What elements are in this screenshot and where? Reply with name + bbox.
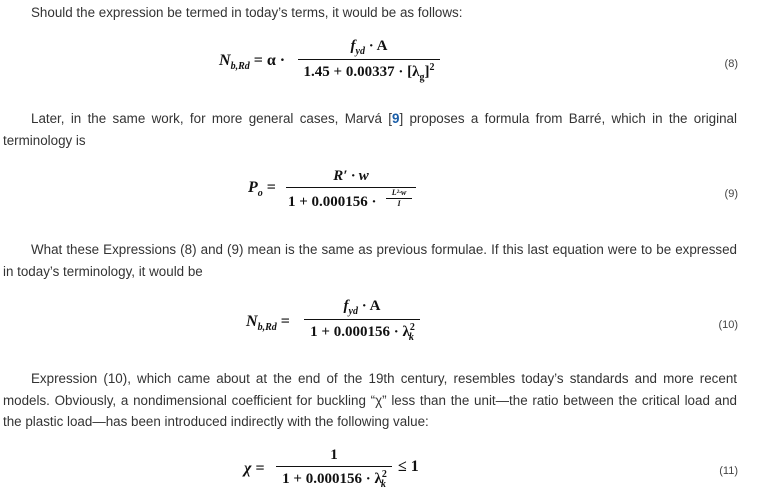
eq10-lhs: $N_{b,Rd}$ =: [246, 313, 290, 334]
eq8-fraction: $f_{yd} \cdot A$ $1.45 + 0.00337 \cdot [\lambda_g]^2$: [298, 38, 440, 83]
eq8-lhs: $N_{b,Rd} = \alpha$ ·: [219, 52, 286, 73]
equation-10: [0, 298, 760, 350]
paragraph-expressions: [3, 239, 737, 282]
paragraph-text: Should the expression be termed in today’s terms, it would be as follows:: [31, 5, 463, 20]
eq9-lhs: $P_o$ =: [248, 179, 276, 200]
eq10-fraction: $f_{yd} \cdot A$ $1 + 0.000156 \cdot \lambda^2_k$: [304, 298, 420, 343]
paragraph-text: What these Expressions (8) and (9) mean is the same as previous formulae. If this last equation were to be expressed in today’s terminology, it would be: [3, 242, 737, 279]
equation-number: (8): [724, 58, 738, 70]
eq11-rhs: ≤ 1: [398, 458, 419, 475]
eq9-fraction: R′ · w 1 + 0.000156 · L²·w I: [286, 168, 416, 216]
equation-number: (9): [724, 188, 738, 200]
paragraph-intro: [3, 2, 737, 24]
eq11-lhs: χ =: [244, 460, 265, 477]
equation-number: (11): [719, 465, 738, 477]
paragraph-text: Expression (10), which came about at the end of the 19th century, resembles today’s standards and more recent models. Obviously, a nondimensional coefficient for buckling “χ” less than the unit—the ratio between the critical load and the plastic load—has been introduced indirectly with the following value:: [3, 371, 737, 429]
equation-number: (10): [718, 319, 738, 331]
equation-8: [0, 38, 760, 88]
eq11-fraction: 1 $1 + 0.000156 \cdot \lambda^2_k$: [276, 447, 392, 490]
paragraph-marva: Later, in the same work, for more general cases, Marvá [9] proposes a formula from Barré, which in the original terminology is: [3, 111, 737, 148]
paragraph-expression-10: [3, 368, 737, 433]
equation-11: [0, 447, 760, 499]
equation-9: [0, 168, 760, 224]
citation-link-9[interactable]: 9: [391, 111, 400, 126]
